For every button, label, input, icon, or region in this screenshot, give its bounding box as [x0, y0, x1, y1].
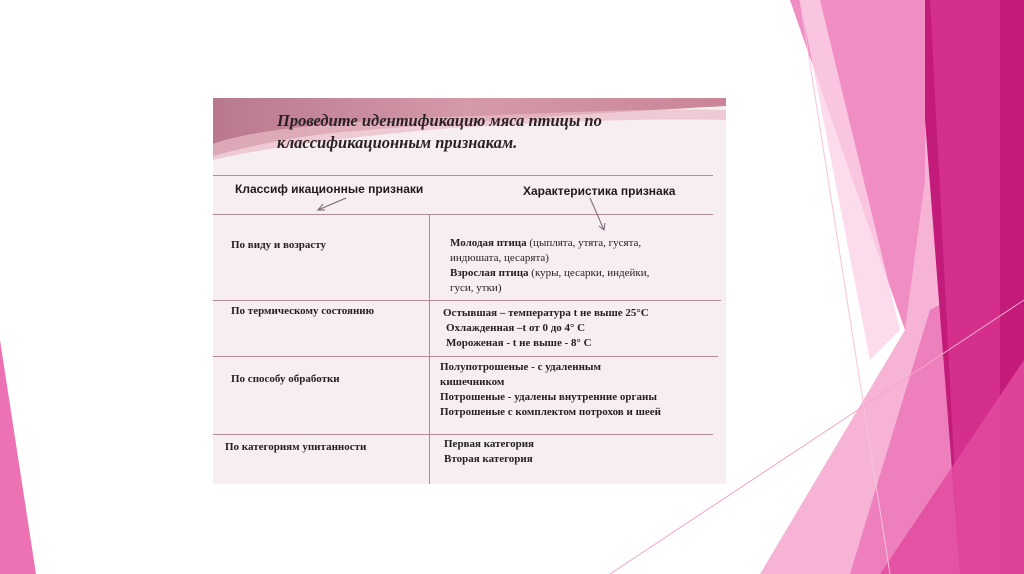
row-value-species-age	[450, 236, 720, 296]
row-value-thermal-state	[443, 306, 723, 351]
row-label-thermal-state: По термическому состоянию	[231, 305, 375, 317]
title-line-1: Проведите идентификацию мяса птицы по	[277, 111, 602, 130]
row-label-nutrition-category: По категориям упитанности	[225, 441, 367, 453]
row-label-species-age: По виду и возрасту	[231, 239, 327, 251]
value-line: Потрошеные - удалены внутренние органы	[440, 391, 657, 403]
value-line: Мороженая - t не выше - 8° С	[446, 337, 592, 349]
title-line-2: классификационным признакам.	[277, 133, 518, 152]
slide-table-image	[213, 98, 726, 484]
value-line: Молодая птица (цыплята, утята, гусята,	[450, 237, 642, 249]
value-line: Первая категория	[444, 438, 534, 450]
value-line: Потрошеные с комплектом потрохов и шеей	[440, 406, 661, 418]
value-line: Охлажденная –t от 0 до 4° С	[446, 322, 586, 334]
value-line: Остывшая – температура t не выше 25°С	[443, 307, 649, 319]
row-value-processing	[440, 360, 720, 420]
value-line: гуси, утки)	[450, 282, 502, 294]
row-value-nutrition-category	[444, 437, 714, 467]
value-line: Вторая категория	[444, 453, 533, 465]
value-line: Взрослая птица (куры, цесарки, индейки,	[450, 267, 650, 279]
header-characteristic: Характеристика признака	[523, 184, 676, 198]
left-pink-strip	[0, 340, 36, 574]
value-line: Полупотрошеные - с удаленным	[440, 361, 601, 373]
value-line: кишечником	[440, 376, 505, 388]
header-classification: Классиф икационные признаки	[235, 182, 424, 196]
row-label-processing: По способу обработки	[231, 373, 340, 385]
value-line: индюшата, цесарята)	[450, 252, 549, 264]
